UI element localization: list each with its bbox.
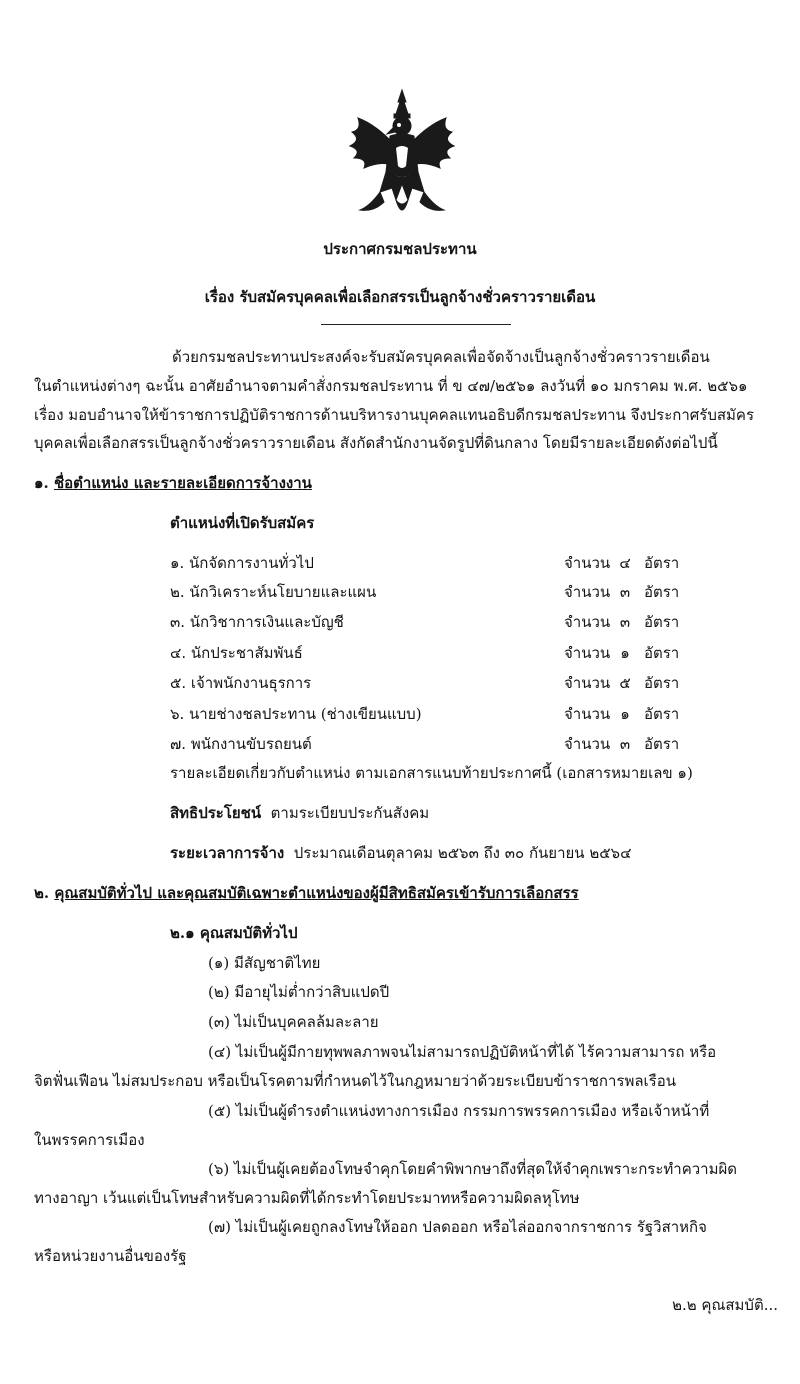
position-count: ๔ xyxy=(619,554,631,572)
unit-label: อัตรา xyxy=(644,613,680,631)
qualification-item-cont: ทางอาญา เว้นแต่เป็นโทษสำหรับความผิดที่ได้กระทำโดยประมาทหรือความผิดลหุโทษ xyxy=(34,1189,580,1207)
count-label: จำนวน xyxy=(564,674,611,692)
qualification-item: (๓) ไม่เป็นบุคคลล้มละลาย xyxy=(208,1013,379,1031)
count-label: จำนวน xyxy=(564,583,611,601)
qualification-item: (๑) มีสัญชาติไทย xyxy=(208,954,321,972)
unit-label: อัตรา xyxy=(644,554,680,572)
unit-label: อัตรา xyxy=(644,735,680,753)
count-label: จำนวน xyxy=(564,644,611,662)
qualification-item: (๕) ไม่เป็นผู้ดำรงตำแหน่งทางการเมือง กรรมการพรรคการเมือง หรือเจ้าหน้าที่ xyxy=(208,1102,710,1120)
qualification-item-cont: จิตฟั่นเฟือน ไม่สมประกอบ หรือเป็นโรคตามที่กำหนดไว้ในกฎหมายว่าด้วยระเบียบข้าราชการพลเรือน xyxy=(34,1072,676,1090)
intro-line: เรื่อง มอบอำนาจให้ข้าราชการปฏิบัติราชการด้านบริหารงานบุคคลแทนอธิบดีกรมชลประทาน จึงประกาศรับสมัคร xyxy=(34,406,755,424)
position-name: ๒. นักวิเคราะห์นโยบายและแผน xyxy=(170,583,377,601)
qualification-item-cont: ในพรรคการเมือง xyxy=(34,1131,145,1149)
position-name: ๑. นักจัดการงานทั่วไป xyxy=(170,554,314,572)
benefits-value: ตามระเบียบประกันสังคม xyxy=(270,804,430,822)
count-label: จำนวน xyxy=(564,735,611,753)
qualification-item: (๔) ไม่เป็นผู้มีกายทุพพลภาพจนไม่สามารถปฏิบัติหน้าที่ได้ ไร้ความสามารถ หรือ xyxy=(208,1043,717,1061)
position-count: ๕ xyxy=(619,674,631,692)
unit-label: อัตรา xyxy=(644,644,680,662)
benefits-line xyxy=(170,804,429,822)
position-row xyxy=(170,735,710,757)
position-count: ๓ xyxy=(619,583,631,601)
unit-label: อัตรา xyxy=(644,674,680,692)
position-name: ๕. เจ้าพนักงานธุรการ xyxy=(170,674,312,692)
garuda-emblem-icon xyxy=(340,88,464,226)
section-1-heading xyxy=(34,474,312,492)
benefits-label: สิทธิประโยชน์ xyxy=(170,804,262,822)
unit-label: อัตรา xyxy=(644,705,680,723)
employment-period-line xyxy=(170,844,631,862)
qualification-item-cont: หรือหน่วยงานอื่นของรัฐ xyxy=(34,1247,187,1265)
position-name: ๔. นักประชาสัมพันธ์ xyxy=(170,644,303,662)
position-row xyxy=(170,583,710,605)
section-2-heading xyxy=(34,884,579,902)
section-title: ชื่อตำแหน่ง และรายละเอียดการจ้างงาน xyxy=(53,474,312,492)
section-title: คุณสมบัติทั่วไป และคุณสมบัติเฉพาะตำแหน่งของผู้มีสิทธิสมัครเข้ารับการเลือกสรร xyxy=(54,884,579,902)
position-count: ๓ xyxy=(619,613,631,631)
intro-line: ด้วยกรมชลประทานประสงค์จะรับสมัครบุคคลเพื่อจัดจ้างเป็นลูกจ้างชั่วคราวรายเดือน xyxy=(172,348,710,366)
position-row xyxy=(170,674,710,696)
position-name: ๗. พนักงานขับรถยนต์ xyxy=(170,735,312,753)
count-label: จำนวน xyxy=(564,613,611,631)
count-label: จำนวน xyxy=(564,554,611,572)
qualification-item: (๗) ไม่เป็นผู้เคยถูกลงโทษให้ออก ปลดออก หรือไล่ออกจากราชการ รัฐวิสาหกิจ xyxy=(208,1218,707,1236)
unit-label: อัตรา xyxy=(644,583,680,601)
announcement-title: ประกาศกรมชลประทาน xyxy=(323,240,477,258)
section-number: ๑. xyxy=(34,474,49,492)
position-row xyxy=(170,644,710,666)
position-row xyxy=(170,705,710,727)
announcement-subject: เรื่อง รับสมัครบุคคลเพื่อเลือกสรรเป็นลูกจ้างชั่วคราวรายเดือน xyxy=(204,288,596,306)
period-label: ระยะเวลาการจ้าง xyxy=(170,844,285,862)
position-row xyxy=(170,554,710,576)
header-divider xyxy=(321,324,511,325)
qualification-item: (๒) มีอายุไม่ต่ำกว่าสิบแปดปี xyxy=(208,983,390,1001)
period-value: ประมาณเดือนตุลาคม ๒๕๖๓ ถึง ๓๐ กันยายน ๒๕๖๔ xyxy=(293,844,632,862)
position-count: ๑ xyxy=(620,644,630,662)
qualification-item: (๖) ไม่เป็นผู้เคยต้องโทษจำคุกโดยคำพิพากษาถึงที่สุดให้จำคุกเพราะกระทำความผิด xyxy=(208,1160,738,1178)
position-details-note: รายละเอียดเกี่ยวกับตำแหน่ง ตามเอกสารแนบท้ายประกาศนี้ (เอกสารหมายเลข ๑) xyxy=(170,764,693,782)
page-continuation: ๒.๒ คุณสมบัติ... xyxy=(672,1296,778,1314)
position-row xyxy=(170,613,710,635)
general-qualifications-heading: ๒.๑ คุณสมบัติทั่วไป xyxy=(170,924,298,942)
section-number: ๒. xyxy=(34,884,50,902)
position-name: ๓. นักวิชาการเงินและบัญชี xyxy=(170,613,344,631)
position-count: ๑ xyxy=(620,705,630,723)
position-name: ๖. นายช่างชลประทาน (ช่างเขียนแบบ) xyxy=(170,705,422,723)
position-count: ๓ xyxy=(619,735,631,753)
intro-line: ในตำแหน่งต่างๆ ฉะนั้น อาศัยอำนาจตามคำสั่งกรมชลประทาน ที่ ข ๔๗/๒๕๖๑ ลงวันที่ ๑๐ มกราคม พ.ศ. ๒๕๖๑ xyxy=(34,377,748,395)
intro-line: บุคคลเพื่อเลือกสรรเป็นลูกจ้างชั่วคราวรายเดือน สังกัดสำนักงานจัดรูปที่ดินกลาง โดยมีรายละเอียดดังต่อไปนี้ xyxy=(34,434,718,452)
positions-heading: ตำแหน่งที่เปิดรับสมัคร xyxy=(170,514,315,532)
count-label: จำนวน xyxy=(564,705,611,723)
